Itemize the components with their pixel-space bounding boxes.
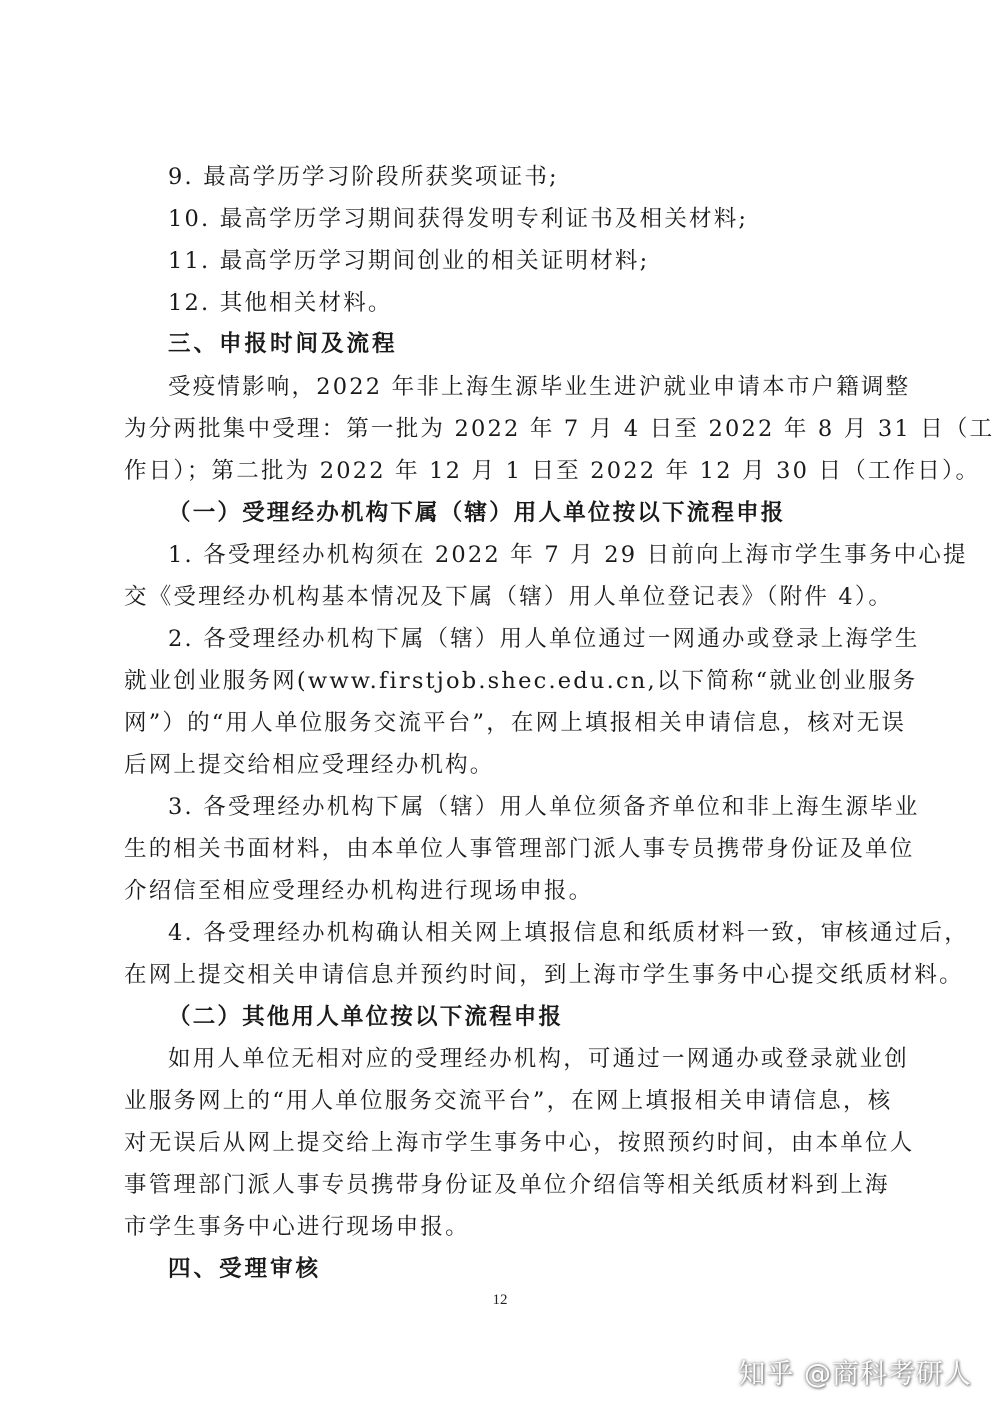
paragraph-line: 就业创业服务网(www.firstjob.shec.edu.cn,以下简称“就业创业服务 <box>124 668 918 694</box>
page-number: 12 <box>492 1292 508 1308</box>
list-item-10: 10. 最高学历学习期间获得发明专利证书及相关材料; <box>168 206 749 232</box>
section-heading-3: 三、申报时间及流程 <box>168 331 398 357</box>
list-item-11: 11. 最高学历学习期间创业的相关证明材料; <box>168 248 650 274</box>
list-item-9: 9. 最高学历学习阶段所获奖项证书; <box>168 164 559 190</box>
paragraph-line: 如用人单位无相对应的受理经办机构，可通过一网通办或登录就业创 <box>168 1046 910 1072</box>
paragraph-line: 作日）；第二批为 2022 年 12 月 1 日至 2022 年 12 月 30 日（工作日）。 <box>124 458 981 484</box>
paragraph-line: 4. 各受理经办机构确认相关网上填报信息和纸质材料一致，审核通过后， <box>168 920 969 946</box>
paragraph-line: 2. 各受理经办机构下属（辖）用人单位通过一网通办或登录上海学生 <box>168 626 920 652</box>
subsection-heading-2: （二）其他用人单位按以下流程申报 <box>168 1004 564 1030</box>
paragraph-line: 在网上提交相关申请信息并预约时间，到上海市学生事务中心提交纸质材料。 <box>124 962 964 988</box>
paragraph-line: 市学生事务中心进行现场申报。 <box>124 1214 470 1240</box>
list-item-12: 12. 其他相关材料。 <box>168 290 393 316</box>
paragraph-line: 1. 各受理经办机构须在 2022 年 7 月 29 日前向上海市学生事务中心提 <box>168 542 968 568</box>
watermark: 知乎 @商科考研人 <box>738 1359 972 1390</box>
paragraph-line: 交《受理经办机构基本情况及下属（辖）用人单位登记表》（附件 4）。 <box>124 584 894 610</box>
paragraph-line: 业服务网上的“用人单位服务交流平台”，在网上填报相关申请信息，核 <box>124 1088 893 1114</box>
section-heading-4: 四、受理审核 <box>168 1256 322 1282</box>
paragraph-line: 为分两批集中受理：第一批为 2022 年 7 月 4 日至 2022 年 8 月 31 日（工 <box>124 416 995 442</box>
paragraph-line: 事管理部门派人事专员携带身份证及单位介绍信等相关纸质材料到上海 <box>124 1172 890 1198</box>
paragraph-line: 网”）的“用人单位服务交流平台”，在网上填报相关申请信息，核对无误 <box>124 710 907 736</box>
paragraph-line: 3. 各受理经办机构下属（辖）用人单位须备齐单位和非上海生源毕业 <box>168 794 920 820</box>
paragraph-line: 后网上提交给相应受理经办机构。 <box>124 752 495 778</box>
paragraph-line: 生的相关书面材料，由本单位人事管理部门派人事专员携带身份证及单位 <box>124 836 915 862</box>
paragraph-line: 受疫情影响，2022 年非上海生源毕业生进沪就业申请本市户籍调整 <box>168 374 911 400</box>
paragraph-line: 介绍信至相应受理经办机构进行现场申报。 <box>124 878 594 904</box>
paragraph-line: 对无误后从网上提交给上海市学生事务中心，按照预约时间，由本单位人 <box>124 1130 915 1156</box>
subsection-heading-1: （一）受理经办机构下属（辖）用人单位按以下流程申报 <box>168 500 786 526</box>
